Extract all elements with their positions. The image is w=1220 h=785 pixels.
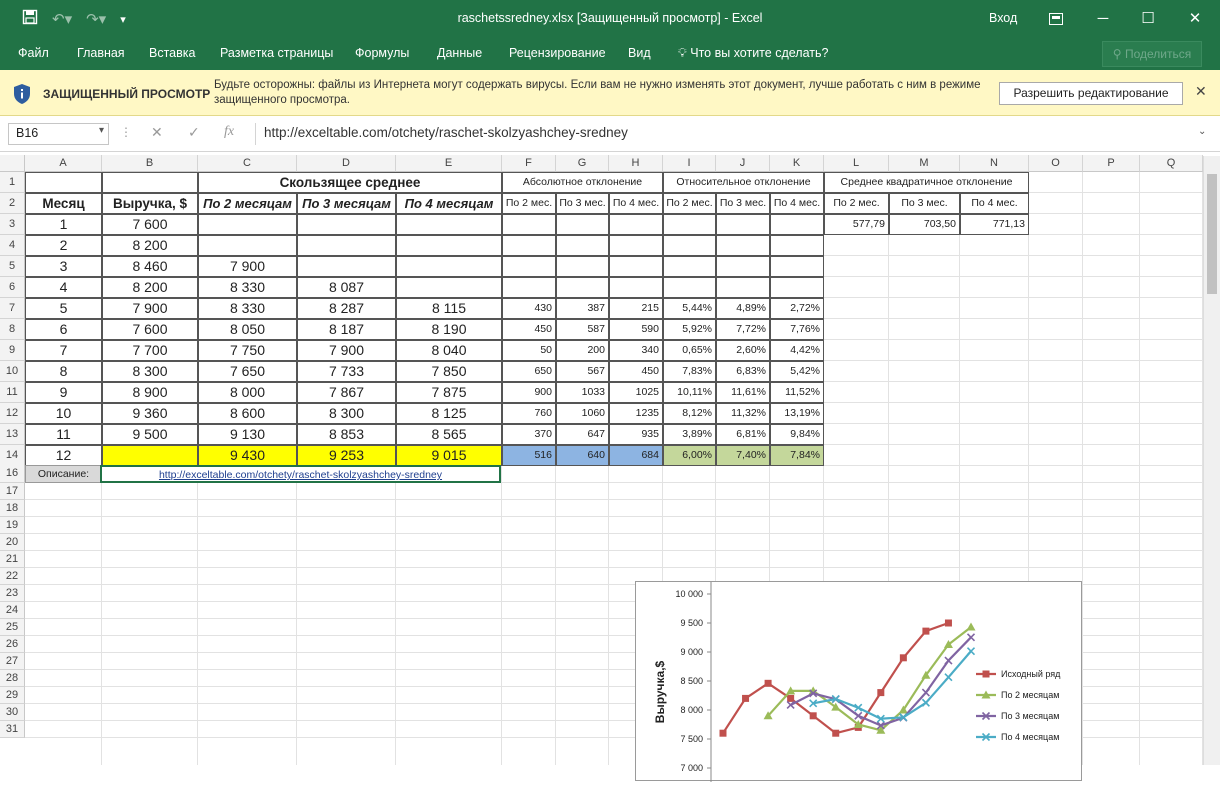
data-cell[interactable]: 7 900 xyxy=(198,256,297,277)
data-cell[interactable]: 7 867 xyxy=(297,382,396,403)
cell-a1[interactable] xyxy=(25,172,102,193)
data-cell[interactable]: 450 xyxy=(609,361,663,382)
data-cell[interactable]: 7,83% xyxy=(663,361,716,382)
row-header-1[interactable]: 1 xyxy=(0,172,25,193)
gridline xyxy=(25,499,1203,500)
revenue-cell[interactable]: 7 600 xyxy=(102,214,198,235)
data-cell[interactable] xyxy=(770,277,824,298)
data-cell[interactable]: 0,65% xyxy=(663,340,716,361)
data-cell[interactable]: 50 xyxy=(502,340,556,361)
data-cell[interactable]: 7 875 xyxy=(396,382,502,403)
month-cell[interactable]: 4 xyxy=(25,277,102,298)
close-icon[interactable]: ✕ xyxy=(1195,83,1207,99)
data-cell[interactable] xyxy=(716,214,770,235)
data-cell[interactable]: 340 xyxy=(609,340,663,361)
month-cell[interactable]: 3 xyxy=(25,256,102,277)
data-cell[interactable]: 8 330 xyxy=(198,277,297,298)
share-icon: ⚲ xyxy=(1112,47,1122,61)
shield-icon xyxy=(12,83,32,105)
data-cell[interactable] xyxy=(297,235,396,256)
line-chart[interactable] xyxy=(635,581,1082,781)
data-cell[interactable]: 8,12% xyxy=(663,403,716,424)
data-cell[interactable] xyxy=(609,214,663,235)
data-cell[interactable] xyxy=(556,214,609,235)
cell-b1[interactable] xyxy=(102,172,198,193)
data-cell[interactable]: 8 040 xyxy=(396,340,502,361)
data-cell[interactable] xyxy=(297,214,396,235)
data-cell[interactable]: 647 xyxy=(556,424,609,445)
row-header-8[interactable]: 8 xyxy=(0,319,25,340)
row-header-7[interactable]: 7 xyxy=(0,298,25,319)
data-point xyxy=(922,689,929,696)
data-cell[interactable]: 200 xyxy=(556,340,609,361)
sub-header[interactable]: По 4 мес. xyxy=(609,193,663,214)
column-header-q[interactable]: Q xyxy=(1140,155,1203,172)
column-header-m[interactable]: M xyxy=(889,155,960,172)
y-tick-label: 10 000 xyxy=(675,589,703,599)
data-cell[interactable]: 935 xyxy=(609,424,663,445)
sub-header[interactable]: По 4 мес. xyxy=(960,193,1029,214)
sub-header[interactable]: По 2 мес. xyxy=(824,193,889,214)
data-cell[interactable]: 11,32% xyxy=(716,403,770,424)
column-header-e[interactable]: E xyxy=(396,155,502,172)
column-header-i[interactable]: I xyxy=(663,155,716,172)
data-cell[interactable]: 8 330 xyxy=(198,298,297,319)
data-cell[interactable]: 7 850 xyxy=(396,361,502,382)
column-header-j[interactable]: J xyxy=(716,155,770,172)
data-point xyxy=(810,712,817,719)
data-cell[interactable]: 7 750 xyxy=(198,340,297,361)
minimize-button[interactable]: ─ xyxy=(1097,10,1109,27)
data-cell[interactable] xyxy=(609,277,663,298)
ma3-header[interactable]: По 3 месяцам xyxy=(297,193,396,214)
data-cell[interactable]: 1025 xyxy=(609,382,663,403)
abs-deviation-header[interactable]: Абсолютное отклонение xyxy=(502,172,663,193)
data-cell[interactable]: 2,72% xyxy=(770,298,824,319)
row-header-10[interactable]: 10 xyxy=(0,361,25,382)
row-header-5[interactable]: 5 xyxy=(0,256,25,277)
enable-editing-button[interactable]: Разрешить редактирование xyxy=(999,82,1183,105)
revenue-cell[interactable]: 8 200 xyxy=(102,235,198,256)
gridline xyxy=(25,550,1203,551)
data-cell[interactable]: 8 853 xyxy=(297,424,396,445)
data-cell[interactable]: 1060 xyxy=(556,403,609,424)
row-header-28[interactable]: 28 xyxy=(0,670,25,687)
column-header-b[interactable]: B xyxy=(102,155,198,172)
data-cell[interactable]: 4,89% xyxy=(716,298,770,319)
undo-icon[interactable]: ↶▾ xyxy=(52,11,73,28)
share-label: Поделиться xyxy=(1124,47,1192,61)
month-cell[interactable]: 2 xyxy=(25,235,102,256)
month-cell[interactable]: 5 xyxy=(25,298,102,319)
data-cell[interactable]: 590 xyxy=(609,319,663,340)
sub-header[interactable]: По 3 мес. xyxy=(716,193,770,214)
series-line xyxy=(723,623,949,733)
revenue-cell[interactable]: 8 900 xyxy=(102,382,198,403)
data-cell[interactable]: 6,83% xyxy=(716,361,770,382)
ma2-header[interactable]: По 2 месяцам xyxy=(198,193,297,214)
row-header-9[interactable]: 9 xyxy=(0,340,25,361)
select-all-corner[interactable] xyxy=(0,155,25,172)
tell-me-search[interactable] xyxy=(678,46,828,61)
column-header-p[interactable]: P xyxy=(1083,155,1140,172)
data-cell[interactable]: 8 000 xyxy=(198,382,297,403)
data-cell[interactable]: 5,44% xyxy=(663,298,716,319)
data-point xyxy=(900,654,907,661)
row-header-21[interactable]: 21 xyxy=(0,551,25,568)
data-cell[interactable] xyxy=(556,277,609,298)
revenue-cell[interactable]: 8 200 xyxy=(102,277,198,298)
data-cell[interactable]: 1235 xyxy=(609,403,663,424)
data-cell[interactable]: 900 xyxy=(502,382,556,403)
data-cell[interactable] xyxy=(198,214,297,235)
data-cell[interactable] xyxy=(556,256,609,277)
column-header-o[interactable]: O xyxy=(1029,155,1083,172)
column-header-d[interactable]: D xyxy=(297,155,396,172)
tab-data[interactable]: Данные xyxy=(437,46,483,60)
data-cell[interactable]: 11,52% xyxy=(770,382,824,403)
data-cell[interactable]: 11,61% xyxy=(716,382,770,403)
tab-page-layout[interactable]: Разметка страницы xyxy=(220,46,334,60)
sign-in-link[interactable]: Вход xyxy=(989,11,1018,25)
data-point xyxy=(968,648,975,655)
data-point xyxy=(787,695,794,702)
sub-header[interactable]: По 4 мес. xyxy=(770,193,824,214)
revenue-header[interactable]: Выручка, $ xyxy=(102,193,198,214)
close-button[interactable]: ✕ xyxy=(1188,10,1202,27)
ribbon-display-icon[interactable] xyxy=(1036,6,1076,32)
data-cell[interactable]: 9,84% xyxy=(770,424,824,445)
customize-qa-icon[interactable]: ▾ xyxy=(120,14,126,26)
revenue-cell[interactable]: 8 460 xyxy=(102,256,198,277)
month-cell[interactable]: 1 xyxy=(25,214,102,235)
data-cell[interactable] xyxy=(770,256,824,277)
series-line xyxy=(768,627,971,730)
row-header-27[interactable]: 27 xyxy=(0,653,25,670)
legend-label: По 4 месяцам xyxy=(1001,732,1060,742)
formula-input[interactable]: http://exceltable.com/otchety/raschet-skolzyashchey-sredney xyxy=(255,123,1213,145)
cancel-icon[interactable]: ✕ xyxy=(151,124,163,140)
y-tick-label: 8 000 xyxy=(680,705,703,715)
month-cell[interactable]: 8 xyxy=(25,361,102,382)
data-cell[interactable]: 215 xyxy=(609,298,663,319)
data-cell[interactable]: 7,76% xyxy=(770,319,824,340)
y-tick-label: 7 000 xyxy=(680,763,703,773)
revenue-cell[interactable]: 9 360 xyxy=(102,403,198,424)
data-point xyxy=(922,628,929,635)
row-header-22[interactable]: 22 xyxy=(0,568,25,585)
scrollbar-thumb[interactable] xyxy=(1207,174,1217,294)
row-header-23[interactable]: 23 xyxy=(0,585,25,602)
window-title: raschetssredney.xlsx [Защищенный просмотр] - Excel xyxy=(457,11,763,25)
row-header-24[interactable]: 24 xyxy=(0,602,25,619)
data-cell[interactable] xyxy=(396,277,502,298)
tell-me-text: Что вы хотите сделать? xyxy=(690,46,829,60)
data-cell[interactable] xyxy=(396,214,502,235)
ma4-header[interactable]: По 4 месяцам xyxy=(396,193,502,214)
data-cell[interactable]: 370 xyxy=(502,424,556,445)
data-cell[interactable] xyxy=(663,235,716,256)
data-cell[interactable]: 8 187 xyxy=(297,319,396,340)
rms-deviation-header[interactable]: Среднее квадратичное отклонение xyxy=(824,172,1029,193)
data-point xyxy=(967,623,976,631)
data-cell[interactable]: 8 125 xyxy=(396,403,502,424)
month-cell[interactable]: 6 xyxy=(25,319,102,340)
gridline xyxy=(1139,172,1140,765)
data-cell[interactable]: 6,00% xyxy=(663,445,716,466)
enter-icon[interactable]: ✓ xyxy=(188,124,200,140)
data-cell[interactable]: 8 115 xyxy=(396,298,502,319)
data-cell[interactable]: 2,60% xyxy=(716,340,770,361)
data-cell[interactable]: 9 130 xyxy=(198,424,297,445)
data-cell[interactable]: 7,72% xyxy=(716,319,770,340)
data-cell[interactable] xyxy=(609,235,663,256)
expand-formula-bar-icon[interactable]: ⌄ xyxy=(1198,126,1207,137)
data-cell[interactable] xyxy=(663,277,716,298)
tab-view[interactable]: Вид xyxy=(628,46,651,60)
data-point xyxy=(945,674,952,681)
data-cell[interactable] xyxy=(297,256,396,277)
tab-insert[interactable]: Вставка xyxy=(149,46,196,60)
column-header-f[interactable]: F xyxy=(502,155,556,172)
data-cell[interactable]: 13,19% xyxy=(770,403,824,424)
data-cell[interactable] xyxy=(396,256,502,277)
row-header-12[interactable]: 12 xyxy=(0,403,25,424)
moving-average-header[interactable]: Скользящее среднее xyxy=(198,172,502,193)
legend-label: Исходный ряд xyxy=(1001,669,1061,679)
y-tick-label: 9 000 xyxy=(680,647,703,657)
data-cell[interactable]: 760 xyxy=(502,403,556,424)
data-cell[interactable]: 8 300 xyxy=(297,403,396,424)
column-header-l[interactable]: L xyxy=(824,155,889,172)
share-button[interactable] xyxy=(1102,41,1202,67)
data-cell[interactable]: 8 287 xyxy=(297,298,396,319)
name-box-value: B16 xyxy=(16,126,39,140)
data-cell[interactable]: 7 733 xyxy=(297,361,396,382)
data-point xyxy=(877,689,884,696)
data-cell[interactable]: 587 xyxy=(556,319,609,340)
month-cell[interactable]: 12 xyxy=(25,445,102,466)
row-header-6[interactable]: 6 xyxy=(0,277,25,298)
lightbulb-icon: 💡︎ xyxy=(678,46,687,60)
formula-bar-resize-handle[interactable]: ⋮ xyxy=(120,125,132,139)
data-cell[interactable]: 8 087 xyxy=(297,277,396,298)
data-cell[interactable]: 8 600 xyxy=(198,403,297,424)
data-cell[interactable]: 3,89% xyxy=(663,424,716,445)
revenue-cell[interactable]: 7 600 xyxy=(102,319,198,340)
data-cell[interactable] xyxy=(716,235,770,256)
legend-marker xyxy=(983,671,990,678)
data-cell[interactable] xyxy=(502,214,556,235)
data-cell[interactable]: 567 xyxy=(556,361,609,382)
data-cell[interactable]: 7 650 xyxy=(198,361,297,382)
data-cell[interactable] xyxy=(198,235,297,256)
sub-header[interactable]: По 3 мес. xyxy=(556,193,609,214)
data-cell[interactable] xyxy=(716,256,770,277)
rms-value[interactable]: 771,13 xyxy=(960,214,1029,235)
row-header-19[interactable]: 19 xyxy=(0,517,25,534)
tab-formulas[interactable]: Формулы xyxy=(355,46,410,60)
redo-icon[interactable]: ↷▾ xyxy=(86,11,107,28)
sub-header[interactable]: По 2 мес. xyxy=(502,193,556,214)
protected-view-message: Будьте осторожны: файлы из Интернета могут содержать вирусы. Если вам не нужно изменять этот документ, лучше работать с ним в режиме защищенного просмотра. xyxy=(214,79,981,106)
gridline xyxy=(25,567,1203,568)
revenue-cell[interactable]: 7 900 xyxy=(102,298,198,319)
row-header-25[interactable]: 25 xyxy=(0,619,25,636)
revenue-cell[interactable]: 9 500 xyxy=(102,424,198,445)
gridline xyxy=(25,533,1203,534)
row-header-3[interactable]: 3 xyxy=(0,214,25,235)
data-point xyxy=(720,730,727,737)
row-header-31[interactable]: 31 xyxy=(0,721,25,738)
tab-review[interactable]: Рецензирование xyxy=(509,46,606,60)
month-cell[interactable]: 11 xyxy=(25,424,102,445)
column-header-n[interactable]: N xyxy=(960,155,1029,172)
maximize-button[interactable]: ☐ xyxy=(1141,10,1155,27)
row-header-11[interactable]: 11 xyxy=(0,382,25,403)
data-cell[interactable]: 5,92% xyxy=(663,319,716,340)
data-cell[interactable]: 10,11% xyxy=(663,382,716,403)
data-cell[interactable] xyxy=(556,235,609,256)
rel-deviation-header[interactable]: Относительное отклонение xyxy=(663,172,824,193)
data-cell[interactable]: 9 430 xyxy=(198,445,297,466)
formula-bar xyxy=(0,116,1220,152)
revenue-cell[interactable]: 7 700 xyxy=(102,340,198,361)
data-cell[interactable]: 4,42% xyxy=(770,340,824,361)
data-cell[interactable] xyxy=(502,256,556,277)
data-point xyxy=(922,699,929,706)
description-label[interactable]: Описание: xyxy=(25,465,102,483)
row-header-17[interactable]: 17 xyxy=(0,483,25,500)
tab-file[interactable]: Файл xyxy=(18,46,49,60)
data-cell[interactable] xyxy=(770,214,824,235)
data-cell[interactable]: 684 xyxy=(609,445,663,466)
data-cell[interactable] xyxy=(716,277,770,298)
row-header-16[interactable]: 16 xyxy=(0,465,25,483)
protected-view-title: ЗАЩИЩЕННЫЙ ПРОСМОТР xyxy=(43,87,211,101)
data-cell[interactable] xyxy=(502,277,556,298)
column-header-k[interactable]: K xyxy=(770,155,824,172)
month-cell[interactable]: 9 xyxy=(25,382,102,403)
data-cell[interactable]: 387 xyxy=(556,298,609,319)
data-cell[interactable]: 1033 xyxy=(556,382,609,403)
data-cell[interactable]: 7,84% xyxy=(770,445,824,466)
row-header-14[interactable]: 14 xyxy=(0,445,25,466)
data-cell[interactable]: 430 xyxy=(502,298,556,319)
legend-label: По 2 месяцам xyxy=(1001,690,1060,700)
data-cell[interactable]: 6,81% xyxy=(716,424,770,445)
data-cell[interactable]: 7,40% xyxy=(716,445,770,466)
title-bar xyxy=(0,0,1220,38)
data-point xyxy=(832,730,839,737)
data-cell[interactable] xyxy=(770,235,824,256)
row-header-13[interactable]: 13 xyxy=(0,424,25,445)
data-point xyxy=(765,680,772,687)
row-header-30[interactable]: 30 xyxy=(0,704,25,721)
insert-function-icon[interactable]: fx xyxy=(224,124,235,139)
y-axis-label: Выручка,$ xyxy=(653,660,667,724)
month-cell[interactable]: 7 xyxy=(25,340,102,361)
data-cell[interactable]: 8 565 xyxy=(396,424,502,445)
legend-label: По 3 месяцам xyxy=(1001,711,1060,721)
column-header-a[interactable]: A xyxy=(25,155,102,172)
data-cell[interactable] xyxy=(663,256,716,277)
data-cell[interactable] xyxy=(502,235,556,256)
data-point xyxy=(742,695,749,702)
protected-view-bar xyxy=(0,70,1220,116)
data-cell[interactable] xyxy=(663,214,716,235)
row-header-29[interactable]: 29 xyxy=(0,687,25,704)
column-header-h[interactable]: H xyxy=(609,155,663,172)
column-header-g[interactable]: G xyxy=(556,155,609,172)
month-cell[interactable]: 10 xyxy=(25,403,102,424)
month-header[interactable]: Месяц xyxy=(25,193,102,214)
name-box[interactable] xyxy=(8,123,109,145)
column-header-c[interactable]: C xyxy=(198,155,297,172)
revenue-cell[interactable] xyxy=(102,445,198,466)
data-cell[interactable]: 5,42% xyxy=(770,361,824,382)
row-header-20[interactable]: 20 xyxy=(0,534,25,551)
row-header-4[interactable]: 4 xyxy=(0,235,25,256)
row-header-2[interactable]: 2 xyxy=(0,193,25,214)
y-tick-label: 8 500 xyxy=(680,676,703,686)
sub-header[interactable]: По 3 мес. xyxy=(889,193,960,214)
chart-svg xyxy=(636,582,1083,782)
data-point xyxy=(945,657,952,664)
gridline xyxy=(25,516,1203,517)
data-cell[interactable]: 516 xyxy=(502,445,556,466)
data-cell[interactable]: 450 xyxy=(502,319,556,340)
data-cell[interactable]: 640 xyxy=(556,445,609,466)
row-header-18[interactable]: 18 xyxy=(0,500,25,517)
data-cell[interactable] xyxy=(396,235,502,256)
data-cell[interactable]: 7 900 xyxy=(297,340,396,361)
tab-home[interactable]: Главная xyxy=(77,46,125,60)
rms-value[interactable]: 577,79 xyxy=(824,214,889,235)
data-cell[interactable]: 8 190 xyxy=(396,319,502,340)
data-cell[interactable]: 9 015 xyxy=(396,445,502,466)
row-header-26[interactable]: 26 xyxy=(0,636,25,653)
ribbon-tabs xyxy=(0,38,1220,70)
data-cell[interactable]: 8 050 xyxy=(198,319,297,340)
y-tick-label: 9 500 xyxy=(680,618,703,628)
data-point xyxy=(945,620,952,627)
sub-header[interactable]: По 2 мес. xyxy=(663,193,716,214)
data-cell[interactable]: 9 253 xyxy=(297,445,396,466)
revenue-cell[interactable]: 8 300 xyxy=(102,361,198,382)
data-point xyxy=(968,634,975,641)
chevron-down-icon[interactable]: ▾ xyxy=(98,125,104,136)
description-link[interactable]: http://exceltable.com/otchety/raschet-skolzyashchey-sredney xyxy=(100,465,501,483)
data-cell[interactable] xyxy=(609,256,663,277)
data-cell[interactable]: 650 xyxy=(502,361,556,382)
y-tick-label: 7 500 xyxy=(680,734,703,744)
vertical-scrollbar[interactable] xyxy=(1203,156,1220,765)
rms-value[interactable]: 703,50 xyxy=(889,214,960,235)
